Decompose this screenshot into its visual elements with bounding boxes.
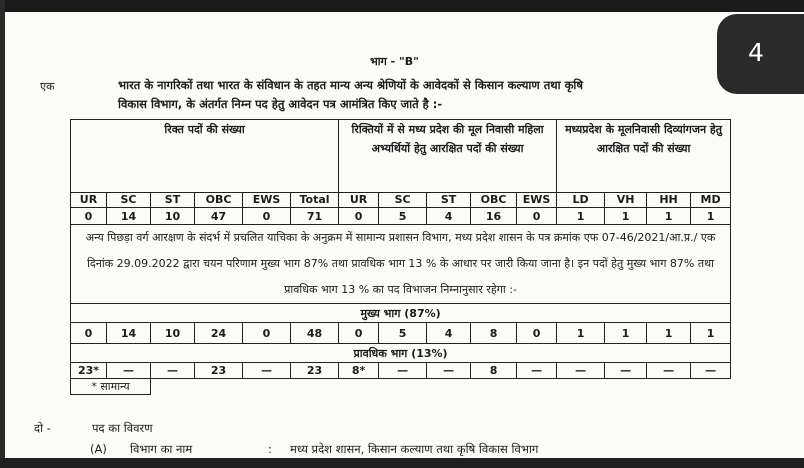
table-cell: 1 [647, 208, 691, 225]
category-code-cell: ST [427, 193, 471, 208]
category-code-cell: EWS [243, 193, 291, 208]
intro-line-1: भारत के नागरिकों तथा भारत के संविधान के तहत मान्य अन्य श्रेणियों के आवेदकों से किसान कल्याण तथा कृषि [118, 78, 584, 92]
left-frame-edge [0, 0, 5, 468]
page-number: 4 [748, 38, 764, 67]
reservation-note: अन्य पिछड़ा वर्ग आरक्षण के संदर्भ में प्रचलित याचिका के अनुक्रम में सामान्य प्रशासन विभाग, मध्य प्रदेश शासन के पत्र क्रमांक एफ 07-46/2021/आ.प्र./ एक दिनांक 29.09.2022 द्वारा चयन परिणाम मुख्य भाग 87% तथा प्रावधिक भाग 13 % के आधार पर जारी किया जाना है। इन पदों हेतु मुख्य भाग 87% तथा प्रावधिक भाग 13 % का पद विभाजन निम्नानुसार रहेगा :- [71, 225, 731, 304]
category-code-cell: UR [71, 193, 107, 208]
table-cell: 47 [195, 208, 243, 225]
category-code-cell: SC [379, 193, 427, 208]
department-name-label: विभाग का नाम [130, 442, 193, 456]
category-code-cell: VH [605, 193, 647, 208]
table-cell: — [605, 363, 647, 379]
item-a-marker: (A) [90, 442, 107, 456]
table-cell: 71 [291, 208, 339, 225]
table-cell: — [107, 363, 151, 379]
table-cell: — [151, 363, 195, 379]
provisional-part-title-row [71, 344, 731, 363]
table-cell: — [647, 363, 691, 379]
table-cell: 10 [151, 208, 195, 225]
table-cell: — [517, 363, 557, 379]
category-code-cell: OBC [195, 193, 243, 208]
table-cell: 10 [151, 323, 195, 344]
main-part-title: मुख्य भाग (87%) [71, 304, 731, 323]
category-code-cell: SC [107, 193, 151, 208]
table-cell: 1 [647, 323, 691, 344]
table-cell: — [379, 363, 427, 379]
category-code-cell: EWS [517, 193, 557, 208]
table-cell: 0 [517, 323, 557, 344]
table-cell: — [691, 363, 731, 379]
category-code-row [71, 193, 731, 208]
category-code-cell: OBC [471, 193, 517, 208]
table-cell: 1 [691, 323, 731, 344]
provisional-values-row [71, 363, 731, 379]
table-cell: 4 [427, 208, 471, 225]
clause-number-one: एक [40, 80, 55, 93]
table-cell: 0 [517, 208, 557, 225]
provisional-part-title: प्रावधिक भाग (13%) [71, 344, 731, 363]
group-header-row [71, 120, 731, 193]
category-code-cell: HH [647, 193, 691, 208]
note-row [71, 225, 731, 304]
category-code-cell: ST [151, 193, 195, 208]
table-cell: 23* [71, 363, 107, 379]
table-cell: 1 [557, 208, 605, 225]
bottom-frame-bar [0, 458, 804, 468]
main-values-row [71, 323, 731, 344]
table-cell: 4 [427, 323, 471, 344]
post-details-title: पद का विवरण [92, 421, 153, 435]
table-cell: 14 [107, 323, 151, 344]
table-cell: 5 [379, 323, 427, 344]
intro-line-2: विकास विभाग, के अंतर्गत निम्न पद हेतु आवेदन पत्र आमंत्रित किए जाते है :- [118, 97, 443, 111]
header-vacant-posts: रिक्त पदों की संख्या [71, 120, 339, 193]
table-cell: 0 [339, 208, 379, 225]
section-heading: भाग - "B" [370, 55, 419, 68]
table-cell: 0 [243, 208, 291, 225]
table-cell: 0 [71, 323, 107, 344]
header-women-reserved: रिक्तियों में से मध्य प्रदेश की मूल निवासी महिला अभ्यर्थियों हेतु आरक्षित पदों की संख्या [339, 120, 557, 193]
category-code-cell: UR [339, 193, 379, 208]
table-cell: 5 [379, 208, 427, 225]
table-cell: 1 [605, 208, 647, 225]
vacancy-table [70, 119, 731, 395]
department-name-value: मध्य प्रदेश शासन, किसान कल्याण तथा कृषि विकास विभाग [290, 442, 539, 456]
top-frame-bar [0, 0, 804, 12]
category-code-cell: MD [691, 193, 731, 208]
category-code-cell: Total [291, 193, 339, 208]
table-cell: 1 [691, 208, 731, 225]
table-cell: 1 [557, 323, 605, 344]
table-cell: 0 [339, 323, 379, 344]
table-cell: 48 [291, 323, 339, 344]
table-cell: 1 [605, 323, 647, 344]
table-cell: 23 [195, 363, 243, 379]
table-cell: 8 [471, 323, 517, 344]
total-values-row [71, 208, 731, 225]
table-cell: — [243, 363, 291, 379]
table-cell: 14 [107, 208, 151, 225]
table-cell: 0 [71, 208, 107, 225]
detail-colon: : [268, 442, 272, 456]
footnote-row [71, 379, 731, 395]
clause-number-two: दो - [34, 421, 51, 435]
category-code-cell: LD [557, 193, 605, 208]
table-cell: — [427, 363, 471, 379]
table-cell: 23 [291, 363, 339, 379]
table-cell: — [557, 363, 605, 379]
table-cell: 0 [243, 323, 291, 344]
header-disabled-reserved: मध्यप्रदेश के मूलनिवासी दिव्यांगजन हेतु आरक्षित पदों की संख्या [557, 120, 731, 193]
footnote: * सामान्य [71, 379, 151, 395]
table-cell: 16 [471, 208, 517, 225]
main-part-title-row [71, 304, 731, 323]
table-cell: 8 [471, 363, 517, 379]
table-cell: 24 [195, 323, 243, 344]
table-cell: 8* [339, 363, 379, 379]
